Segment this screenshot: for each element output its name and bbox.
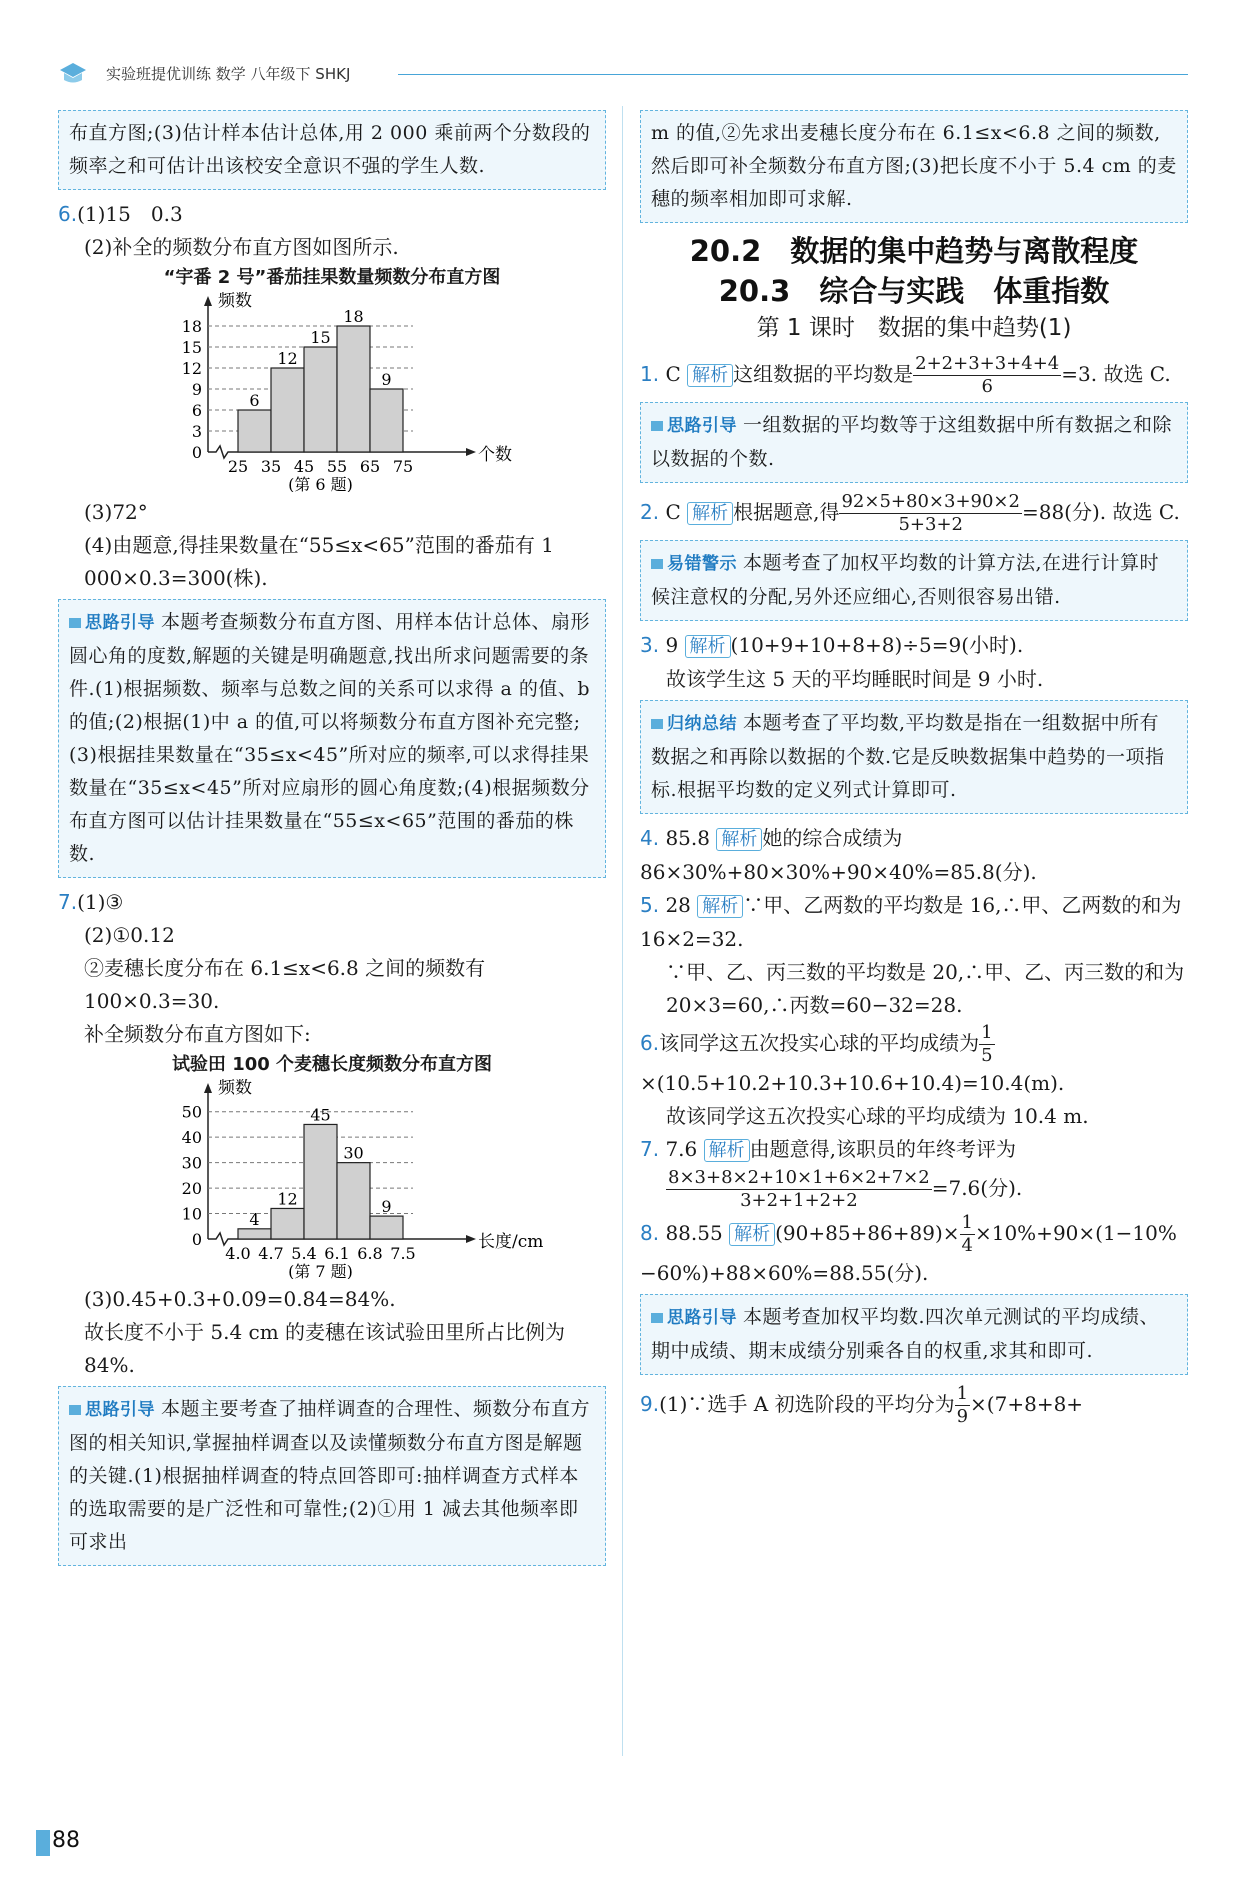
continued-tip-text: 布直方图;(3)估计样本估计总体,用 2 000 乘前两个分数段的频率之和可估计出该校安全意识不强的学生人数. [69, 122, 591, 177]
chart1-bar-label: 18 [343, 307, 364, 326]
answer-line: (3)0.45+0.3+0.09=0.84=84%. [84, 1287, 396, 1311]
chart2-y-tick: 40 [181, 1128, 202, 1148]
answer-text: 这组数据的平均数是 [733, 362, 914, 386]
chart1-bar [370, 389, 403, 452]
answer-text: (90+85+86+89)× [775, 1221, 960, 1245]
tip-text: 一组数据的平均数等于这组数据中所有数据之和除以数据的个数. [651, 414, 1173, 470]
header-rule [398, 74, 1188, 75]
answer-text: 根据题意,得 [733, 500, 840, 524]
fraction [979, 1022, 994, 1067]
chart2-x-arrow-icon [466, 1235, 476, 1243]
chart1-bar [304, 347, 337, 452]
chart2-y-tick: 0 [191, 1230, 202, 1249]
denominator: 4 [961, 1235, 973, 1256]
tip-tag: 思路引导 [69, 1394, 155, 1427]
fraction [960, 1212, 975, 1257]
tip-tag: 思路引导 [69, 607, 155, 640]
answer-line: 故该同学这五次投实心球的平均成绩为 10.4 m. [666, 1104, 1089, 1128]
numerator: 8×3+8×2+10×1+6×2+7×2 [668, 1167, 930, 1188]
answer-text: ∵甲、乙两数的平均数是 16,∴甲、乙两数的和为 16×2=32. [640, 893, 1182, 951]
answer-line: 补全频数分布直方图如下: [84, 1022, 311, 1046]
question-number: 7. [640, 1137, 660, 1161]
chart1-bar-label: 12 [277, 349, 298, 368]
chart2-title: 试验田 100 个麦穗长度频数分布直方图 [171, 1054, 493, 1075]
chart1-bar [238, 410, 271, 452]
fraction [839, 491, 1021, 536]
page-tab [36, 1830, 50, 1856]
book-title: 实验班提优训练 数学 八年级下 SHKJ [106, 65, 351, 83]
answer-text: (10+9+10+8+8)÷5=9(小时). [730, 633, 1024, 657]
right-column [640, 106, 1188, 1428]
answer-text: =7.6(分). [931, 1176, 1023, 1200]
question-number: 8. [640, 1221, 660, 1245]
answer: C [665, 500, 681, 524]
chart2-caption: (第 7 题) [288, 1262, 353, 1279]
answer-line: (4)由题意,得挂果数量在“55≤x<65”范围的番茄有 1 000×0.3=300(株). [84, 533, 554, 590]
analysis-tag: 解析 [685, 635, 731, 658]
continued-tip-text: m 的值,②先求出麦穗长度分布在 6.1≤x<6.8 之间的频数,然后即可补全频数分布直方图;(3)把长度不小于 5.4 cm 的麦穗的频率相加即可求解. [651, 122, 1177, 210]
chart2-bar [271, 1208, 304, 1239]
chart2-x-label: 长度/cm [478, 1232, 544, 1252]
page-number [36, 1826, 96, 1862]
chart2-y-tick: 50 [181, 1102, 202, 1122]
chart1-x-tick: 65 [359, 457, 381, 476]
tip-text: 本题考查加权平均数.四次单元测试的平均成绩、期中成绩、期末成绩分别乘各自的权重,求其和即可. [651, 1306, 1160, 1362]
section-title: 20.3 综合与实践 体重指数 [718, 274, 1110, 308]
chart1-y-tick: 12 [181, 359, 202, 378]
tomato-histogram [58, 292, 606, 492]
question-number: 1. [640, 362, 660, 386]
question-number: 2. [640, 500, 660, 524]
chart1-bar [337, 326, 370, 452]
analysis-tag: 解析 [697, 895, 743, 918]
chart1-x-tick: 45 [293, 457, 315, 476]
chart2-bar-label: 45 [310, 1105, 331, 1125]
answer-line: (2)①0.12 [84, 923, 175, 947]
answer-text: (1)∵选手 A 初选阶段的平均分为 [659, 1392, 955, 1416]
tip-text: 本题考查了平均数,平均数是指在一组数据中所有数据之和再除以数据的个数.它是反映数据集中趋势的一项指标.根据平均数的定义列式计算即可. [651, 712, 1165, 801]
chart2-bar-label: 9 [381, 1197, 392, 1217]
answer-line: (1)③ [77, 890, 124, 914]
tip-box [640, 402, 1188, 483]
chart1-y-tick: 18 [181, 317, 202, 336]
answer: 28 [665, 893, 691, 917]
chart1-y-tick: 9 [191, 380, 202, 399]
chart2-y-arrow-icon [204, 1083, 212, 1093]
answer-line: ②麦穗长度分布在 6.1≤x<6.8 之间的频数有 100×0.3=30. [84, 956, 486, 1013]
left-column [58, 106, 606, 1574]
chart2-bar-label: 4 [249, 1209, 260, 1229]
chart2-x-tick: 7.5 [390, 1244, 416, 1263]
chart1-title: “宇番 2 号”番茄挂果数量频数分布直方图 [163, 267, 501, 288]
tip-tag: 归纳总结 [651, 708, 737, 741]
chart2-y-tick: 10 [181, 1204, 202, 1224]
answer: C [665, 362, 681, 386]
denominator: 9 [956, 1406, 969, 1427]
chart1-x-tick: 35 [260, 457, 282, 476]
chart1-bar-label: 15 [310, 328, 331, 347]
chart2-x-tick: 4.7 [258, 1244, 284, 1263]
question-number: 6. [640, 1031, 660, 1055]
answer-text: 该同学这五次投实心球的平均成绩为 [659, 1031, 980, 1055]
answer-text: ×(7+8+8+ [970, 1392, 1084, 1416]
chart1-y-tick: 6 [191, 401, 202, 420]
denominator: 6 [981, 376, 993, 397]
chart2-y-tick: 30 [181, 1153, 202, 1173]
chart2-bar [337, 1163, 370, 1239]
answer-text: =88(分). 故选 C. [1021, 500, 1180, 524]
section-title: 20.2 数据的集中趋势与离散程度 [689, 234, 1139, 268]
tip-box [640, 540, 1188, 621]
answer: 7.6 [665, 1137, 698, 1161]
chart1-y-tick: 15 [181, 338, 202, 357]
answer: 85.8 [665, 826, 710, 850]
chart1-x-arrow-icon [466, 448, 476, 456]
answer-line: 故长度不小于 5.4 cm 的麦穗在该试验田里所占比例为 84%. [84, 1320, 566, 1377]
continued-tip-box [58, 110, 606, 190]
chart1-x-tick: 75 [392, 457, 414, 476]
question-number: 4. [640, 826, 660, 850]
tip-box [58, 599, 606, 878]
chart1-y-arrow-icon [204, 296, 212, 306]
lesson-title: 第 1 课时 数据的集中趋势(1) [756, 315, 1072, 341]
answer-text: ×10%+90×(1−10%−60%)+88×60%=88.55(分). [640, 1221, 1177, 1285]
answer-line: 故该学生这 5 天的平均睡眠时间是 9 小时. [666, 667, 1044, 691]
chart1-y-label: 频数 [218, 292, 252, 311]
analysis-tag: 解析 [729, 1223, 775, 1246]
denominator: 5 [981, 1045, 993, 1066]
question-number: 9. [640, 1392, 660, 1416]
continued-tip-box [640, 110, 1188, 223]
book-logo-icon [58, 60, 88, 86]
answer-line: (2)补全的频数分布直方图如图所示. [84, 235, 399, 259]
chart2-bar [238, 1229, 271, 1239]
page-number-text: 88 [52, 1828, 80, 1853]
answer-text: ×(10.5+10.2+10.3+10.6+10.4)=10.4(m). [640, 1071, 1065, 1095]
fraction [955, 1383, 970, 1428]
tip-text: 本题考查了加权平均数的计算方法,在进行计算时候注意权的分配,另外还应细心,否则很容易出错. [651, 552, 1160, 608]
numerator: 92×5+80×3+90×2 [841, 491, 1020, 512]
chart2-bar [370, 1216, 403, 1239]
chart1-x-tick: 55 [326, 457, 348, 476]
answer: 88.55 [665, 1221, 723, 1245]
analysis-tag: 解析 [704, 1139, 750, 1162]
fraction [913, 353, 1061, 398]
chart2-bar [304, 1124, 337, 1239]
column-divider [622, 106, 623, 1756]
chart1-bar [271, 368, 304, 452]
page-header [58, 60, 1188, 88]
analysis-tag: 解析 [716, 828, 762, 851]
tip-tag: 思路引导 [651, 1302, 737, 1335]
chart1-bar-label: 9 [381, 370, 392, 389]
chart2-x-tick: 6.8 [357, 1244, 383, 1263]
chart1-caption: (第 6 题) [288, 475, 353, 492]
answer-text: 由题意得,该职员的年终考评为 [749, 1137, 1016, 1161]
chart2-x-tick: 5.4 [291, 1244, 317, 1263]
chart2-y-tick: 20 [181, 1179, 202, 1199]
chart1-y-tick: 3 [191, 422, 202, 441]
chart1-x-label: 个数 [478, 445, 512, 465]
tip-box [640, 1294, 1188, 1375]
fraction [666, 1167, 932, 1212]
analysis-tag: 解析 [687, 502, 733, 525]
question-number: 7. [58, 890, 78, 914]
numerator: 2+2+3+3+4+4 [915, 353, 1060, 374]
numerator: 1 [961, 1212, 973, 1233]
chart2-x-tick: 4.0 [225, 1244, 251, 1263]
chart2-x-tick: 6.1 [324, 1244, 350, 1263]
denominator: 5+3+2 [898, 514, 963, 535]
question-number: 6. [58, 202, 78, 226]
chart1-y-tick: 0 [191, 443, 202, 462]
chart2-bar-label: 30 [343, 1143, 364, 1163]
answer-line: ∵甲、乙、丙三数的平均数是 20,∴甲、乙、丙三数的和为 20×3=60,∴丙数=60−32=28. [666, 960, 1185, 1017]
answer-line: (1)15 0.3 [77, 202, 183, 226]
answer-line: (3)72° [84, 500, 148, 524]
chart1-x-tick: 25 [227, 457, 249, 476]
chart2-y-label: 频数 [218, 1079, 252, 1098]
answer-text: =3. 故选 C. [1061, 362, 1171, 386]
tip-tag: 易错警示 [651, 548, 737, 581]
analysis-tag: 解析 [687, 364, 733, 387]
denominator: 3+2+1+2+2 [740, 1190, 858, 1211]
tip-tag: 思路引导 [651, 410, 737, 443]
numerator: 1 [981, 1022, 993, 1043]
question-number: 3. [640, 633, 660, 657]
question-number: 5. [640, 893, 660, 917]
answer-text: 她的综合成绩为 86×30%+80×30%+90×40%=85.8(分). [640, 826, 1037, 884]
chart1-bar-label: 6 [249, 391, 260, 410]
tip-text: 本题考查频数分布直方图、用样本估计总体、扇形圆心角的度数,解题的关键是明确题意,找出所求问题需要的条件.(1)根据频数、频率与总数之间的关系可以求得 a 的值、b 的值;(2)根据(1)中 a 的值,可以将频数分布直方图补充完整;(3)根据挂果数量在“35≤x<45”所对应的频率,可以求得挂果数量在“35≤x<45”所对应扇形的圆心角度数;(4)根据频数分布直方图可以估计挂果数量在“55≤x<65”范围的番茄的株数. [69, 611, 591, 865]
tip-box [640, 700, 1188, 814]
chart2-bar-label: 12 [277, 1189, 298, 1209]
tip-box [58, 1386, 606, 1566]
tip-text: 本题主要考查了抽样调查的合理性、频数分布直方图的相关知识,掌握抽样调查以及读懂频数分布直方图是解题的关键.(1)根据抽样调查的特点回答即可:抽样调查方式样本的选取需要的是广泛性和可靠性;(2)①用 1 减去其他频率即可求出 [69, 1398, 591, 1553]
answer: 9 [665, 633, 679, 657]
wheat-histogram [58, 1079, 606, 1279]
numerator: 1 [956, 1383, 969, 1404]
